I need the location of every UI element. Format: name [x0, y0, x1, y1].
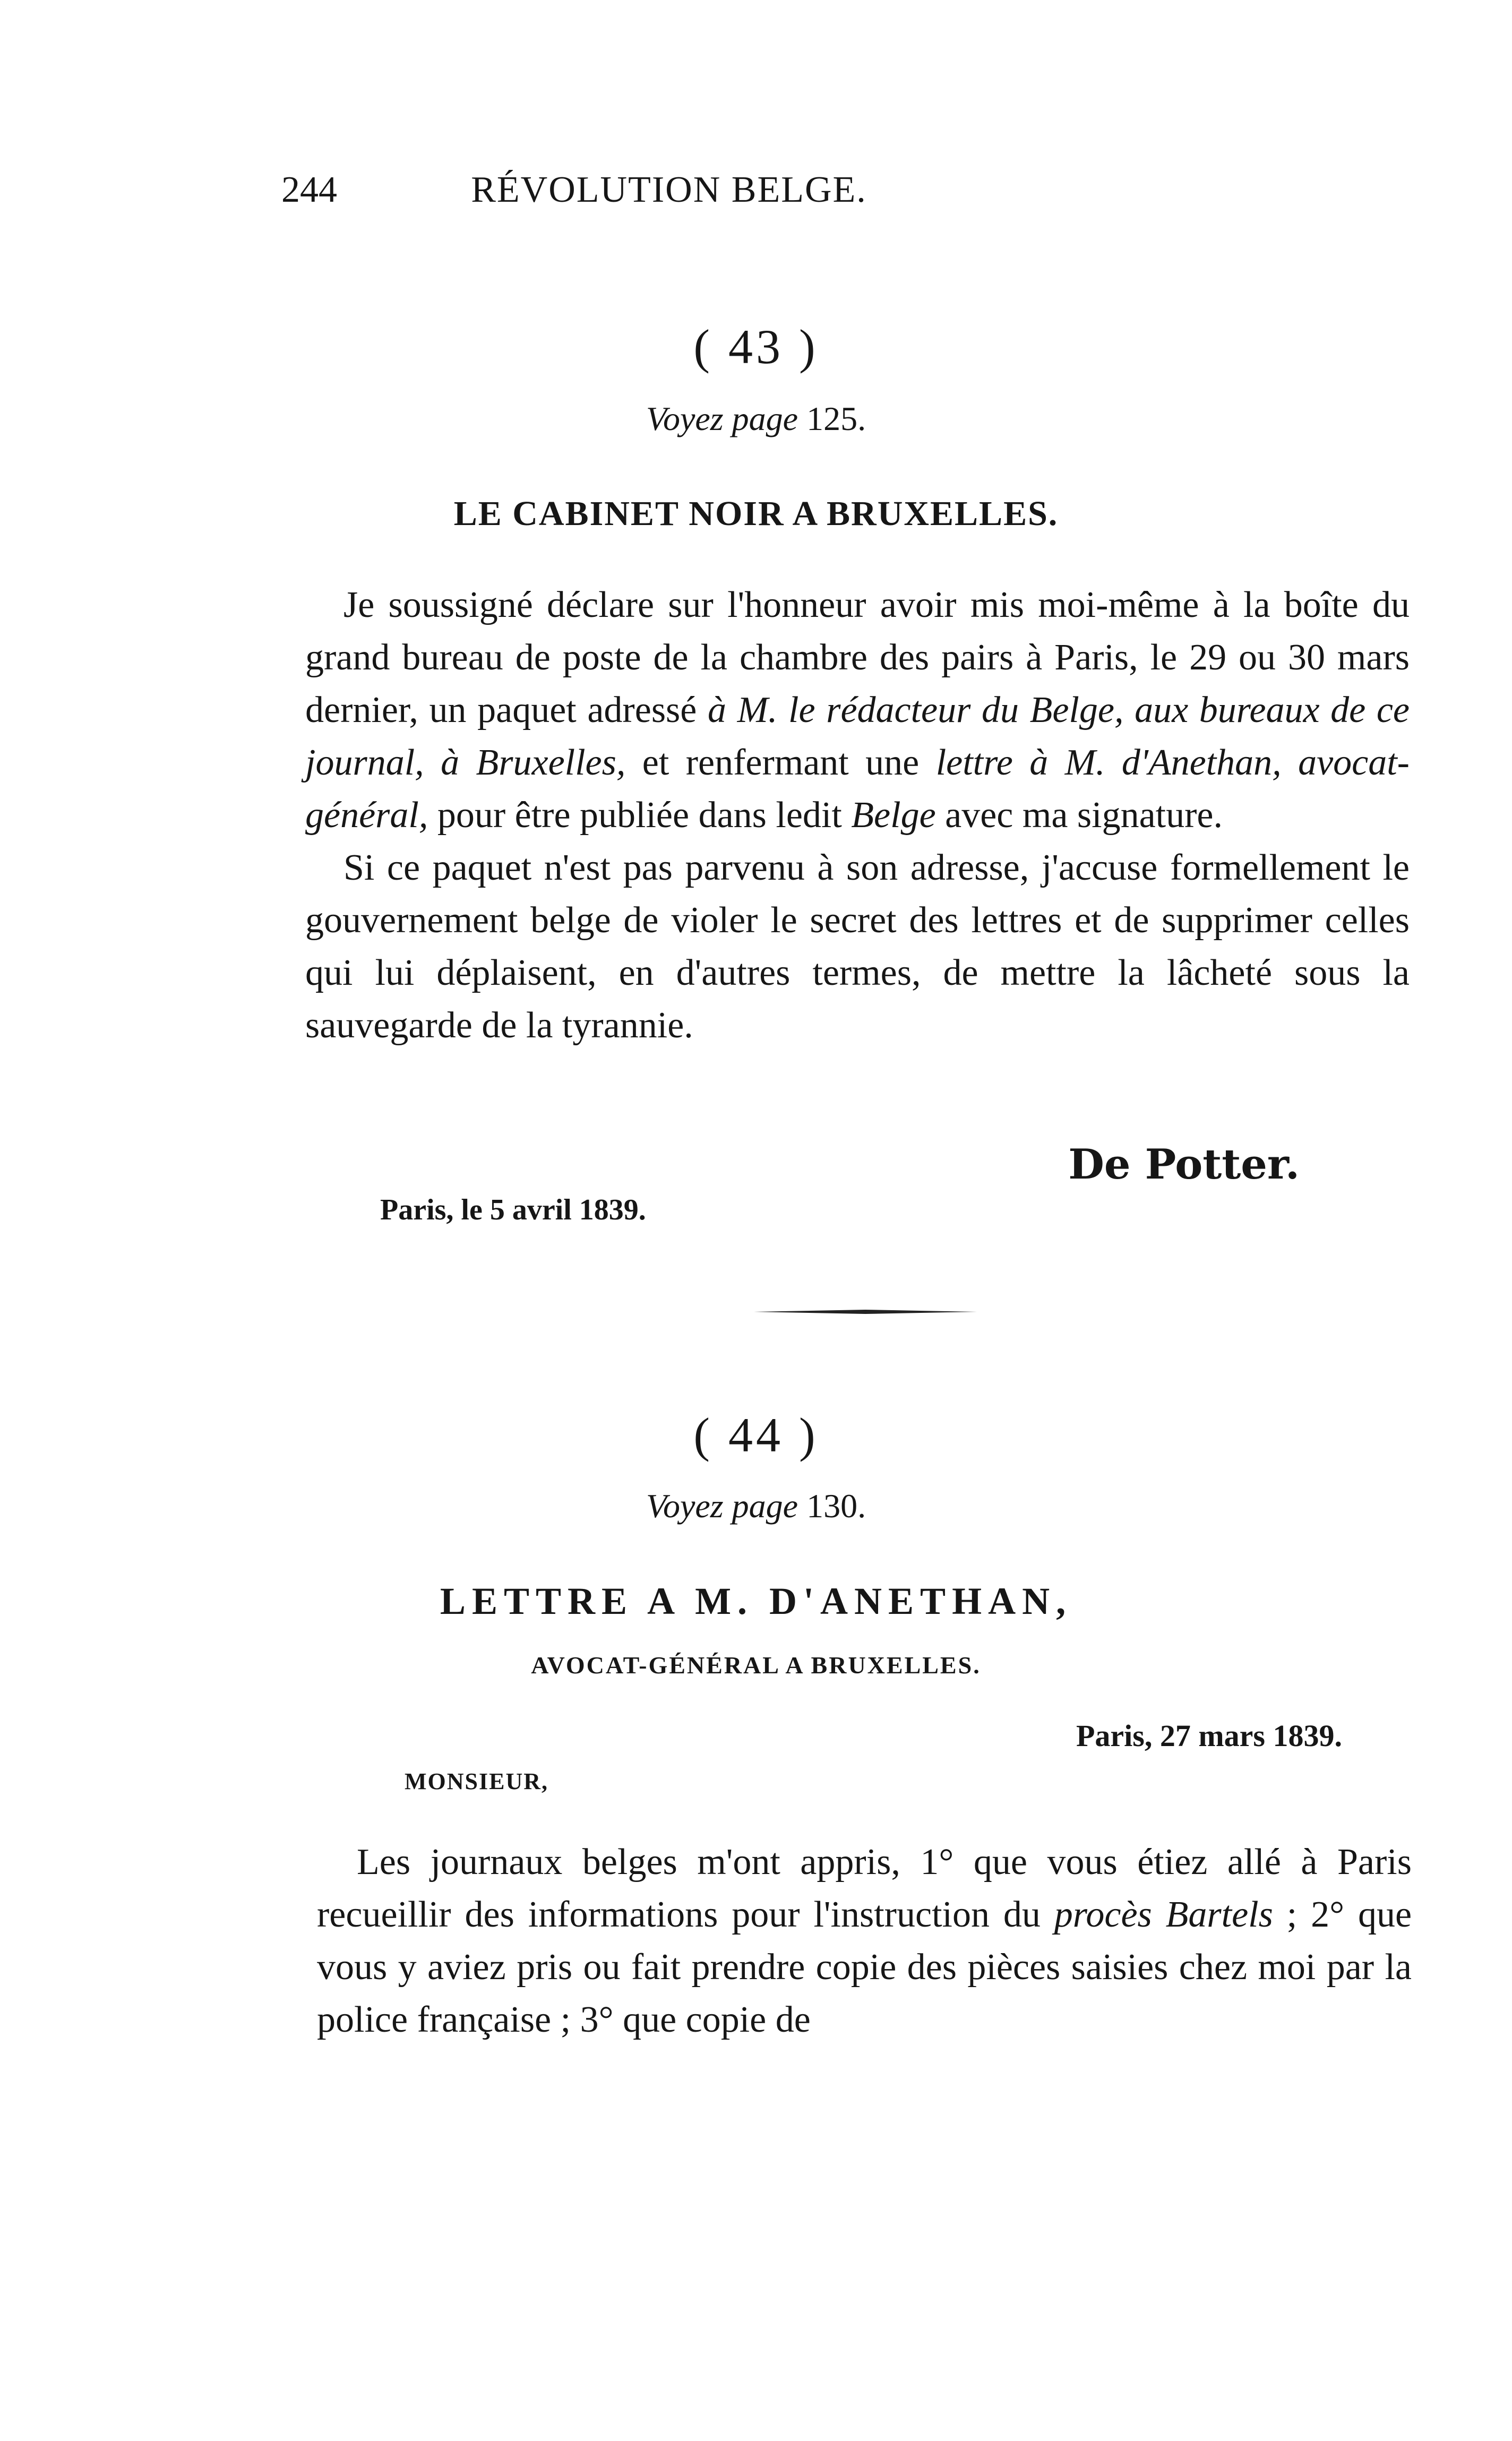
note-43-body: [305, 579, 1410, 1052]
note-44-number: ( 44 ): [693, 1408, 819, 1462]
note-43-heading: LE CABINET NOIR A BRUXELLES.: [453, 494, 1059, 533]
note-43-reference: Voyez page 125.: [646, 400, 866, 437]
note-44-paragraph-1: Les journaux belges m'ont appris, 1° que vous étiez allé à Paris recueillir des informations pour l'instruction du procès Bartels ; 2° que vous y aviez pris ou fait prendre copie des pièces saisies chez moi par la police française ; 3° que copie de: [317, 1842, 1412, 2040]
signature: De Potter.: [1068, 1140, 1300, 1189]
note-43-paragraph-2: Si ce paquet n'est pas parvenu à son adresse, j'accuse formellement le gouvernement belge de violer le secret des lettres et de supprimer celles qui lui déplaisent, en d'autres termes, de mettre la lâcheté sous la sauvegarde de la tyrannie.: [305, 847, 1410, 1046]
note-43-number: ( 43 ): [693, 320, 819, 374]
letter-salutation: MONSIEUR,: [405, 1768, 549, 1794]
note-44-heading: LETTRE A M. D'ANETHAN,: [440, 1580, 1072, 1622]
running-title: RÉVOLUTION BELGE.: [471, 169, 867, 210]
note-44-subheading: AVOCAT-GÉNÉRAL A BRUXELLES.: [531, 1652, 981, 1679]
note-43-place-date: Paris, le 5 avril 1839.: [380, 1193, 646, 1226]
note-44-reference: Voyez page 130.: [646, 1487, 866, 1525]
letter-date: Paris, 27 mars 1839.: [1076, 1718, 1342, 1753]
note-43-paragraph-1: Je soussigné déclare sur l'honneur avoir mis moi-même à la boîte du grand bureau de poste de la chambre des pairs à Paris, le 29 ou 30 mars dernier, un paquet adressé à M. le rédacteur du Belge, aux bureaux de ce journal, à Bruxelles, et renfermant une lettre à M. d'Anethan, avocat-général, pour être publiée dans ledit Belge avec ma signature.: [305, 585, 1410, 836]
page-number: 244: [281, 169, 337, 210]
running-head: [281, 169, 1056, 227]
section-divider: [754, 1309, 977, 1314]
note-44-body: [317, 1836, 1412, 2046]
